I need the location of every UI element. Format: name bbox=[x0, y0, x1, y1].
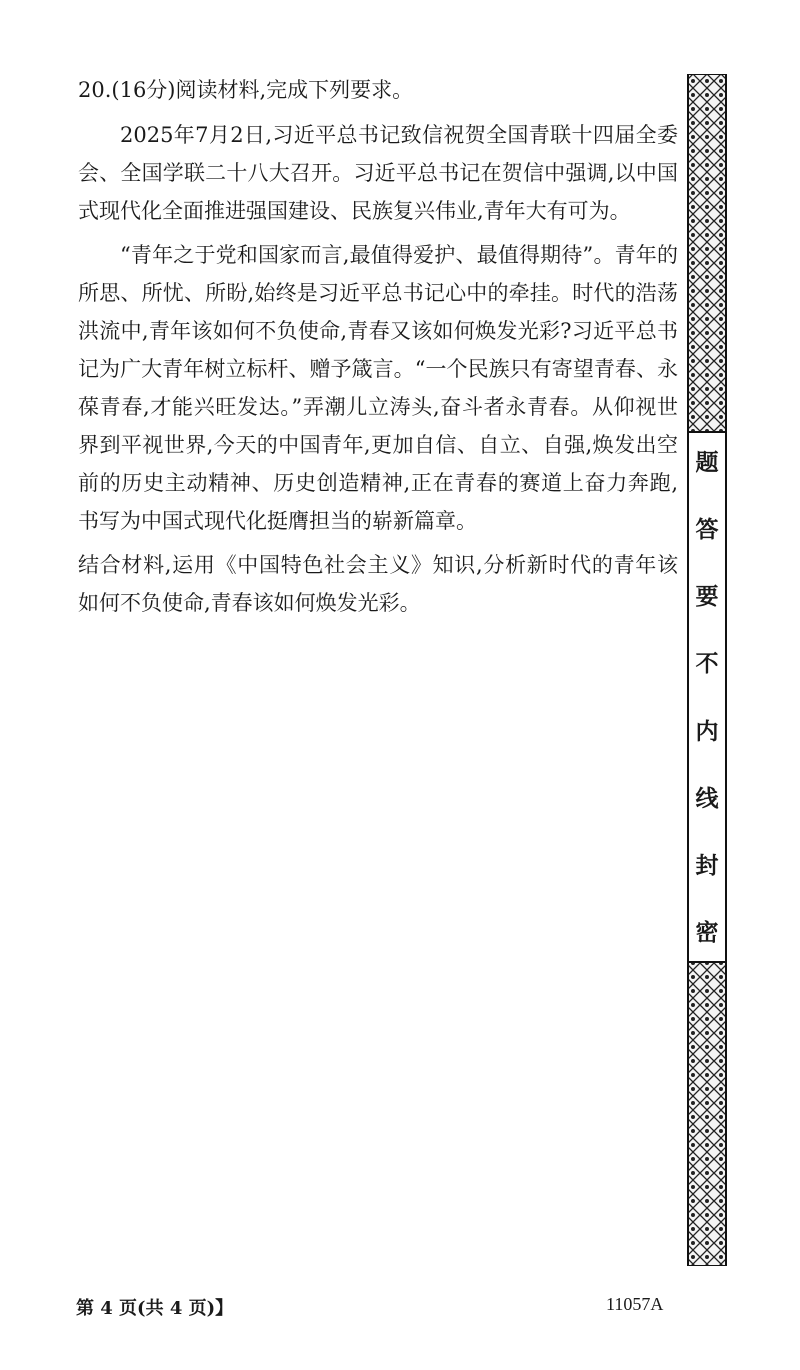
seal-char-7: 封 bbox=[695, 851, 719, 879]
seal-char-1: 题 bbox=[695, 449, 719, 476]
seal-char-8: 密 bbox=[695, 918, 719, 946]
seal-char-3: 要 bbox=[695, 583, 719, 611]
question-prompt: 结合材料,运用《中国特色社会主义》知识,分析新时代的青年该如何不负使命,青春该如何焕发光彩。 bbox=[78, 553, 678, 615]
seal-char-4: 不 bbox=[695, 650, 719, 678]
question-heading: 20.(16分)阅读材料,完成下列要求。 bbox=[78, 78, 414, 102]
material-paragraph-1: 2025年7月2日,习近平总书记致信祝贺全国青联十四届全委会、全国学联二十八大召开。习近平总书记在贺信中强调,以中国式现代化全面推进强国建设、民族复兴伟业,青年大有可为。 bbox=[78, 123, 678, 223]
seal-line-notice bbox=[686, 432, 728, 962]
seal-char-5: 内 bbox=[695, 717, 719, 745]
binding-strip bbox=[686, 74, 728, 1266]
material-paragraph-2: “青年之于党和国家而言,最值得爱护、最值得期待”。青年的所思、所忧、所盼,始终是习近平总书记心中的牵挂。时代的浩荡洪流中,青年该如何不负使命,青春又该如何焕发光彩?习近平总书记为广大青年树立标杆、赠予箴言。“一个民族只有寄望青春、永葆青春,才能兴旺发达。”弄潮儿立涛头,奋斗者永青春。从仰视世界到平视世界,今天的中国青年,更加自信、自立、自强,焕发出空前的历史主动精神、历史创造精神,正在青春的赛道上奋力奔跑,书写为中国式现代化挺膺担当的崭新篇章。 bbox=[78, 243, 678, 533]
seal-char-2: 答 bbox=[695, 516, 719, 544]
seal-char-6: 线 bbox=[695, 784, 719, 812]
question-20 bbox=[78, 72, 678, 628]
exam-code: 11057A bbox=[606, 1294, 664, 1314]
page-number: 第 4 页(共 4 页)】 bbox=[76, 1298, 234, 1319]
